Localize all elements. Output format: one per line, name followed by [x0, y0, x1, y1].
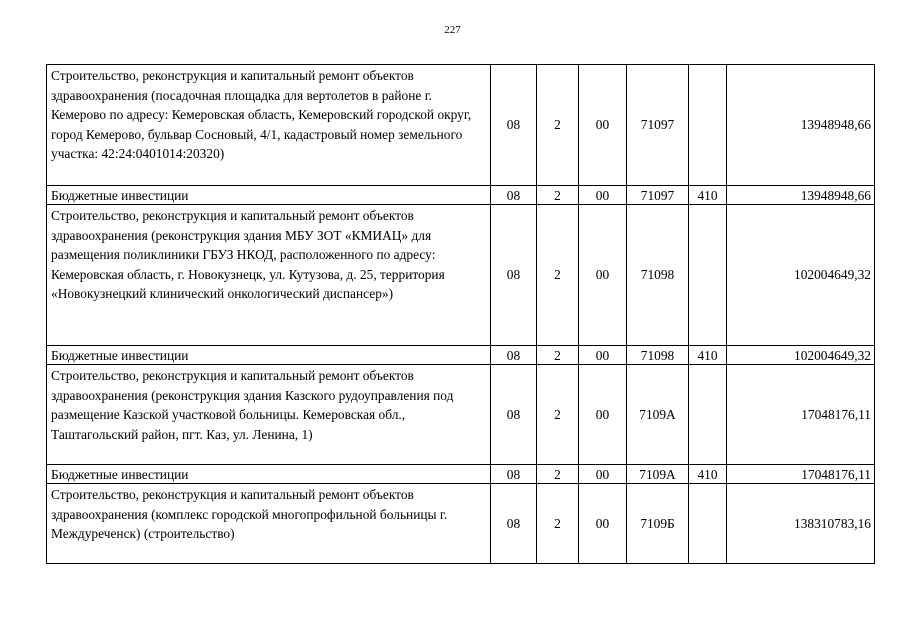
- section-code: 08: [491, 346, 537, 365]
- direction-code: 7109А: [627, 365, 689, 465]
- program-code: 2: [537, 365, 579, 465]
- direction-code: 7109А: [627, 465, 689, 484]
- amount: 17048176,11: [727, 365, 875, 465]
- section-code: 08: [491, 365, 537, 465]
- expense-type-code: [689, 484, 727, 564]
- subprogram-code: 00: [579, 365, 627, 465]
- direction-code: 71098: [627, 205, 689, 346]
- program-code: 2: [537, 186, 579, 205]
- direction-code: 71098: [627, 346, 689, 365]
- section-code: 08: [491, 186, 537, 205]
- table-row: [47, 484, 875, 564]
- expense-type-code: [689, 365, 727, 465]
- subprogram-code: 00: [579, 186, 627, 205]
- table-row: [47, 465, 875, 484]
- amount: 138310783,16: [727, 484, 875, 564]
- amount: 13948948,66: [727, 186, 875, 205]
- expense-type-code: 410: [689, 465, 727, 484]
- table-row: [47, 65, 875, 186]
- item-name: Бюджетные инвестиции: [47, 465, 491, 484]
- budget-table: [46, 64, 875, 564]
- program-code: 2: [537, 65, 579, 186]
- table-row: [47, 205, 875, 346]
- table-row: [47, 365, 875, 465]
- section-code: 08: [491, 65, 537, 186]
- table-row: [47, 346, 875, 365]
- subprogram-code: 00: [579, 484, 627, 564]
- amount: 13948948,66: [727, 65, 875, 186]
- subprogram-code: 00: [579, 465, 627, 484]
- section-code: 08: [491, 465, 537, 484]
- expense-type-code: [689, 205, 727, 346]
- item-name: Бюджетные инвестиции: [47, 186, 491, 205]
- page-number: 227: [444, 24, 461, 36]
- amount: 102004649,32: [727, 205, 875, 346]
- expense-type-code: [689, 65, 727, 186]
- direction-code: 71097: [627, 186, 689, 205]
- program-code: 2: [537, 465, 579, 484]
- subprogram-code: 00: [579, 205, 627, 346]
- section-code: 08: [491, 205, 537, 346]
- subprogram-code: 00: [579, 346, 627, 365]
- section-code: 08: [491, 484, 537, 564]
- amount: 17048176,11: [727, 465, 875, 484]
- item-name: Строительство, реконструкция и капитальный ремонт объектов здравоохранения (комплекс городской многопрофильной больницы г. Междуреченск) (строительство): [47, 484, 491, 564]
- table-row: [47, 186, 875, 205]
- amount: 102004649,32: [727, 346, 875, 365]
- item-name: Строительство, реконструкция и капитальный ремонт объектов здравоохранения (реконструкция здания Казского рудоуправления под размещение Казской участковой больницы. Кемеровская обл., Таштагольский район, пгт. Каз, ул. Ленина, 1): [47, 365, 491, 465]
- item-name: Строительство, реконструкция и капитальный ремонт объектов здравоохранения (посадочная площадка для вертолетов в районе г. Кемерово по адресу: Кемеровская область, Кемеровский городской округ, город Кемерово, бульвар Сосновый, 4/1, кадастровый номер земельного участка: 42:24:0401014:20320): [47, 65, 491, 186]
- subprogram-code: 00: [579, 65, 627, 186]
- item-name: Строительство, реконструкция и капитальный ремонт объектов здравоохранения (реконструкция здания МБУ ЗОТ «КМИАЦ» для размещения поликлиники ГБУЗ НКОД, расположенного по адресу: Кемеровская область, г. Новокузнецк, ул. Кутузова, д. 25, территория «Новокузнецкий клинический онкологический диспансер»): [47, 205, 491, 346]
- program-code: 2: [537, 484, 579, 564]
- expense-type-code: 410: [689, 186, 727, 205]
- item-name: Бюджетные инвестиции: [47, 346, 491, 365]
- program-code: 2: [537, 346, 579, 365]
- direction-code: 7109Б: [627, 484, 689, 564]
- direction-code: 71097: [627, 65, 689, 186]
- expense-type-code: 410: [689, 346, 727, 365]
- program-code: 2: [537, 205, 579, 346]
